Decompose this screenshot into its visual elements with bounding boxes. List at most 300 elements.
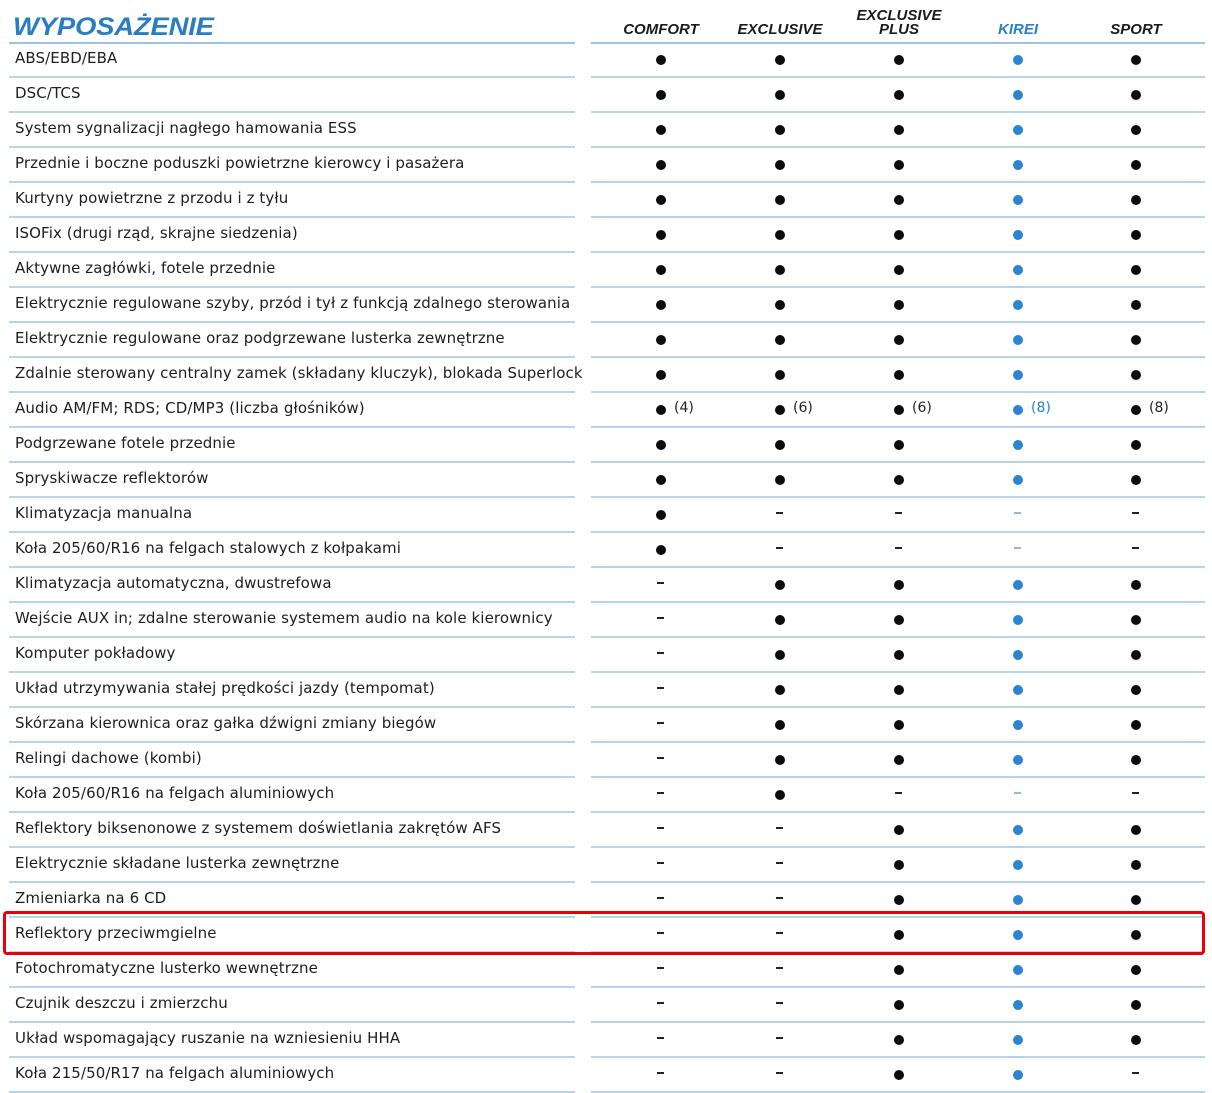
- included-dot-icon: [656, 90, 666, 100]
- included-dot-icon: [1013, 335, 1023, 345]
- table-row: [0, 78, 1212, 113]
- table-row: [0, 953, 1212, 988]
- cell: [725, 323, 835, 356]
- not-available-dash-icon: [657, 1037, 664, 1039]
- cell: [1081, 848, 1191, 881]
- cell: [606, 428, 716, 461]
- cell: [606, 463, 716, 496]
- cell: [844, 1058, 954, 1091]
- included-dot-icon: [1013, 405, 1023, 415]
- cell: [1081, 638, 1191, 671]
- included-dot-icon: [775, 650, 785, 660]
- table-row: [0, 1058, 1212, 1093]
- not-available-dash-icon: [657, 1002, 664, 1004]
- included-dot-icon: [775, 300, 785, 310]
- included-dot-icon: [1131, 860, 1141, 870]
- cell: [844, 218, 954, 251]
- cell: [1081, 743, 1191, 776]
- included-dot-icon: [894, 440, 904, 450]
- table-row: [0, 148, 1212, 183]
- cell: [844, 953, 954, 986]
- cell: [725, 463, 835, 496]
- cell: [1081, 953, 1191, 986]
- included-dot-icon: [1013, 895, 1023, 905]
- included-dot-icon: [1013, 160, 1023, 170]
- cell: [1081, 708, 1191, 741]
- row-label: Reflektory biksenonowe z systemem doświetlania zakrętów AFS: [15, 819, 502, 837]
- cell: [606, 253, 716, 286]
- not-available-dash-icon: [657, 792, 664, 794]
- cell: [606, 918, 716, 951]
- included-dot-icon: [775, 615, 785, 625]
- included-dot-icon: [775, 370, 785, 380]
- cell: [963, 918, 1073, 951]
- column-header: [1071, 23, 1201, 37]
- table-row: [0, 113, 1212, 148]
- included-dot-icon: [656, 510, 666, 520]
- row-label: ABS/EBD/EBA: [15, 49, 118, 67]
- cell: [1081, 813, 1191, 846]
- cell: [1081, 428, 1191, 461]
- included-dot-icon: [656, 265, 666, 275]
- row-label: Audio AM/FM; RDS; CD/MP3 (liczba głośników): [15, 399, 365, 417]
- cell: [844, 988, 954, 1021]
- included-dot-icon: [1131, 195, 1141, 205]
- included-dot-icon: [1131, 615, 1141, 625]
- included-dot-icon: [656, 370, 666, 380]
- not-available-dash-icon: [657, 617, 664, 619]
- cell: [725, 673, 835, 706]
- included-dot-icon: [775, 90, 785, 100]
- included-dot-icon: [894, 55, 904, 65]
- row-label: Reflektory przeciwmgielne: [15, 924, 217, 942]
- cell: [963, 1023, 1073, 1056]
- included-dot-icon: [894, 90, 904, 100]
- included-dot-icon: [775, 720, 785, 730]
- cell: [963, 568, 1073, 601]
- not-available-dash-icon: [657, 757, 664, 759]
- cell: [725, 218, 835, 251]
- not-available-dash-icon: [1014, 792, 1021, 794]
- cell: [844, 778, 954, 811]
- cell: [725, 428, 835, 461]
- cell: [1081, 1058, 1191, 1091]
- row-label: Elektrycznie regulowane szyby, przód i tył z funkcją zdalnego sterowania: [15, 294, 571, 312]
- cell: [606, 183, 716, 216]
- cell: [1081, 78, 1191, 111]
- cell: [1081, 603, 1191, 636]
- cell: [844, 533, 954, 566]
- cell: [606, 673, 716, 706]
- included-dot-icon: [1013, 300, 1023, 310]
- cell: [725, 708, 835, 741]
- column-header: [834, 9, 964, 37]
- included-dot-icon: [1013, 265, 1023, 275]
- table-row: [0, 673, 1212, 708]
- column-header-line: PLUS: [878, 21, 919, 38]
- included-dot-icon: [1013, 685, 1023, 695]
- cell: [963, 638, 1073, 671]
- not-available-dash-icon: [1014, 512, 1021, 514]
- cell: [725, 113, 835, 146]
- cell: [606, 953, 716, 986]
- included-dot-icon: [894, 825, 904, 835]
- included-dot-icon: [1013, 720, 1023, 730]
- included-dot-icon: [1131, 300, 1141, 310]
- row-label: Podgrzewane fotele przednie: [15, 434, 236, 452]
- cell: [844, 883, 954, 916]
- column-header-line: SPORT: [1110, 21, 1162, 38]
- table-row: [0, 988, 1212, 1023]
- included-dot-icon: [894, 300, 904, 310]
- cell: [606, 743, 716, 776]
- included-dot-icon: [894, 685, 904, 695]
- row-label: Fotochromatyczne lusterko wewnętrzne: [15, 959, 318, 977]
- row-label: Układ wspomagający ruszanie na wzniesieniu HHA: [15, 1029, 401, 1047]
- table-row: [0, 43, 1212, 78]
- column-header-line: EXCLUSIVE: [856, 7, 942, 24]
- speaker-count: (6): [793, 400, 813, 416]
- column-header-line: KIREI: [997, 21, 1038, 38]
- column-header: [715, 23, 845, 37]
- not-available-dash-icon: [776, 897, 783, 899]
- not-available-dash-icon: [776, 512, 783, 514]
- cell: [1081, 393, 1191, 426]
- row-label: Koła 215/50/R17 na felgach aluminiowych: [15, 1064, 335, 1082]
- included-dot-icon: [775, 685, 785, 695]
- not-available-dash-icon: [657, 827, 664, 829]
- speaker-count: (8): [1031, 400, 1051, 416]
- cell: [844, 813, 954, 846]
- cell: [606, 813, 716, 846]
- included-dot-icon: [894, 930, 904, 940]
- cell: [1081, 148, 1191, 181]
- cell: [606, 323, 716, 356]
- included-dot-icon: [775, 265, 785, 275]
- included-dot-icon: [1131, 160, 1141, 170]
- cell: [1081, 1023, 1191, 1056]
- cell: [606, 288, 716, 321]
- cell: [606, 638, 716, 671]
- included-dot-icon: [775, 440, 785, 450]
- included-dot-icon: [894, 265, 904, 275]
- cell: [1081, 183, 1191, 216]
- not-available-dash-icon: [776, 862, 783, 864]
- cell: [963, 358, 1073, 391]
- included-dot-icon: [1013, 90, 1023, 100]
- cell: [963, 708, 1073, 741]
- included-dot-icon: [775, 160, 785, 170]
- included-dot-icon: [656, 125, 666, 135]
- row-label: Kurtyny powietrzne z przodu i z tyłu: [15, 189, 289, 207]
- row-label: Klimatyzacja automatyczna, dwustrefowa: [15, 574, 332, 592]
- row-label: DSC/TCS: [15, 84, 81, 102]
- column-header-line: COMFORT: [623, 21, 699, 38]
- included-dot-icon: [1131, 930, 1141, 940]
- included-dot-icon: [1013, 230, 1023, 240]
- cell: [963, 393, 1073, 426]
- included-dot-icon: [775, 580, 785, 590]
- cell: [725, 358, 835, 391]
- cell: [1081, 288, 1191, 321]
- cell: [1081, 113, 1191, 146]
- row-label: Zdalnie sterowany centralny zamek (składany kluczyk), blokada Superlock: [15, 364, 583, 382]
- included-dot-icon: [1013, 195, 1023, 205]
- table-row: [0, 358, 1212, 393]
- cell: [725, 848, 835, 881]
- cell: [606, 218, 716, 251]
- included-dot-icon: [894, 860, 904, 870]
- included-dot-icon: [1131, 265, 1141, 275]
- included-dot-icon: [1131, 580, 1141, 590]
- speaker-count: (4): [674, 400, 694, 416]
- included-dot-icon: [1013, 615, 1023, 625]
- row-label: Czujnik deszczu i zmierzchu: [15, 994, 228, 1012]
- included-dot-icon: [1013, 370, 1023, 380]
- cell: [844, 288, 954, 321]
- included-dot-icon: [1131, 475, 1141, 485]
- included-dot-icon: [1013, 965, 1023, 975]
- included-dot-icon: [656, 440, 666, 450]
- table-row: [0, 778, 1212, 813]
- table-row: [0, 743, 1212, 778]
- included-dot-icon: [1013, 580, 1023, 590]
- cell: [606, 533, 716, 566]
- included-dot-icon: [894, 475, 904, 485]
- included-dot-icon: [656, 55, 666, 65]
- included-dot-icon: [1131, 755, 1141, 765]
- cell: [606, 778, 716, 811]
- cell: [725, 988, 835, 1021]
- cell: [1081, 463, 1191, 496]
- cell: [1081, 778, 1191, 811]
- table-row: [0, 183, 1212, 218]
- cell: [844, 568, 954, 601]
- included-dot-icon: [1013, 1035, 1023, 1045]
- cell: [606, 988, 716, 1021]
- cell: [844, 113, 954, 146]
- cell: [844, 638, 954, 671]
- included-dot-icon: [1131, 1035, 1141, 1045]
- cell: [606, 148, 716, 181]
- not-available-dash-icon: [776, 1002, 783, 1004]
- table-row: [0, 533, 1212, 568]
- row-label: Zmieniarka na 6 CD: [15, 889, 167, 907]
- cell: [1081, 43, 1191, 76]
- not-available-dash-icon: [657, 687, 664, 689]
- speaker-count: (8): [1149, 400, 1169, 416]
- table-row: [0, 288, 1212, 323]
- cell: [844, 498, 954, 531]
- table-row: [0, 638, 1212, 673]
- table-row: [0, 498, 1212, 533]
- included-dot-icon: [1131, 440, 1141, 450]
- included-dot-icon: [656, 335, 666, 345]
- included-dot-icon: [894, 650, 904, 660]
- row-label: Układ utrzymywania stałej prędkości jazdy (tempomat): [15, 679, 435, 697]
- included-dot-icon: [894, 160, 904, 170]
- cell: [963, 778, 1073, 811]
- included-dot-icon: [656, 160, 666, 170]
- cell: [1081, 673, 1191, 706]
- table-row: [0, 883, 1212, 918]
- included-dot-icon: [894, 1070, 904, 1080]
- cell: [963, 988, 1073, 1021]
- included-dot-icon: [1131, 965, 1141, 975]
- not-available-dash-icon: [895, 512, 902, 514]
- not-available-dash-icon: [657, 897, 664, 899]
- cell: [844, 708, 954, 741]
- cell: [1081, 533, 1191, 566]
- cell: [1081, 918, 1191, 951]
- cell: [963, 78, 1073, 111]
- cell: [844, 358, 954, 391]
- not-available-dash-icon: [657, 967, 664, 969]
- not-available-dash-icon: [657, 722, 664, 724]
- included-dot-icon: [894, 755, 904, 765]
- not-available-dash-icon: [895, 547, 902, 549]
- cell: [1081, 498, 1191, 531]
- cell: [844, 78, 954, 111]
- cell: [963, 498, 1073, 531]
- included-dot-icon: [1131, 335, 1141, 345]
- included-dot-icon: [656, 195, 666, 205]
- not-available-dash-icon: [1132, 512, 1139, 514]
- row-label: Elektrycznie składane lusterka zewnętrzne: [15, 854, 340, 872]
- table-row: [0, 463, 1212, 498]
- page-title: WYPOSAŻENIE: [13, 13, 214, 41]
- cell: [963, 603, 1073, 636]
- cell: [606, 43, 716, 76]
- not-available-dash-icon: [776, 932, 783, 934]
- included-dot-icon: [1131, 55, 1141, 65]
- cell: [725, 953, 835, 986]
- row-label: ISOFix (drugi rząd, skrajne siedzenia): [15, 224, 298, 242]
- row-label: Elektrycznie regulowane oraz podgrzewane lusterka zewnętrzne: [15, 329, 505, 347]
- not-available-dash-icon: [776, 967, 783, 969]
- cell: [1081, 253, 1191, 286]
- speaker-count: (6): [912, 400, 932, 416]
- cell: [1081, 568, 1191, 601]
- cell: [725, 393, 835, 426]
- included-dot-icon: [894, 230, 904, 240]
- table-row: [0, 393, 1212, 428]
- cell: [725, 918, 835, 951]
- included-dot-icon: [1013, 475, 1023, 485]
- cell: [844, 428, 954, 461]
- cell: [963, 813, 1073, 846]
- included-dot-icon: [656, 475, 666, 485]
- cell: [963, 148, 1073, 181]
- included-dot-icon: [656, 545, 666, 555]
- included-dot-icon: [775, 125, 785, 135]
- table-row: [0, 1023, 1212, 1058]
- included-dot-icon: [894, 580, 904, 590]
- cell: [725, 498, 835, 531]
- cell: [606, 883, 716, 916]
- cell: [844, 603, 954, 636]
- table-row: [0, 428, 1212, 463]
- row-label: Spryskiwacze reflektorów: [15, 469, 209, 487]
- cell: [725, 813, 835, 846]
- included-dot-icon: [1131, 825, 1141, 835]
- cell: [844, 148, 954, 181]
- cell: [963, 848, 1073, 881]
- included-dot-icon: [1131, 125, 1141, 135]
- included-dot-icon: [894, 335, 904, 345]
- not-available-dash-icon: [895, 792, 902, 794]
- cell: [963, 113, 1073, 146]
- cell: [606, 113, 716, 146]
- cell: [963, 288, 1073, 321]
- cell: [725, 743, 835, 776]
- included-dot-icon: [656, 300, 666, 310]
- row-label: Relingi dachowe (kombi): [15, 749, 202, 767]
- cell: [844, 253, 954, 286]
- row-label: Koła 205/60/R16 na felgach aluminiowych: [15, 784, 335, 802]
- cell: [1081, 988, 1191, 1021]
- cell: [725, 43, 835, 76]
- row-label: Wejście AUX in; zdalne sterowanie systemem audio na kole kierownicy: [15, 609, 553, 627]
- cell: [844, 848, 954, 881]
- cell: [606, 1023, 716, 1056]
- table-row: [0, 568, 1212, 603]
- not-available-dash-icon: [776, 1037, 783, 1039]
- included-dot-icon: [894, 370, 904, 380]
- included-dot-icon: [1013, 860, 1023, 870]
- included-dot-icon: [894, 615, 904, 625]
- not-available-dash-icon: [776, 827, 783, 829]
- cell: [963, 743, 1073, 776]
- row-label: Komputer pokładowy: [15, 644, 176, 662]
- included-dot-icon: [1013, 55, 1023, 65]
- cell: [963, 533, 1073, 566]
- included-dot-icon: [775, 755, 785, 765]
- not-available-dash-icon: [657, 582, 664, 584]
- included-dot-icon: [1013, 825, 1023, 835]
- included-dot-icon: [1131, 230, 1141, 240]
- cell: [963, 883, 1073, 916]
- cell: [963, 1058, 1073, 1091]
- included-dot-icon: [894, 720, 904, 730]
- included-dot-icon: [775, 475, 785, 485]
- cell: [606, 393, 716, 426]
- included-dot-icon: [1131, 90, 1141, 100]
- cell: [963, 463, 1073, 496]
- included-dot-icon: [775, 55, 785, 65]
- not-available-dash-icon: [1132, 792, 1139, 794]
- cell: [1081, 358, 1191, 391]
- not-available-dash-icon: [657, 932, 664, 934]
- row-label: Aktywne zagłówki, fotele przednie: [15, 259, 276, 277]
- cell: [963, 673, 1073, 706]
- cell: [844, 743, 954, 776]
- included-dot-icon: [1013, 1070, 1023, 1080]
- not-available-dash-icon: [776, 547, 783, 549]
- cell: [963, 323, 1073, 356]
- included-dot-icon: [1013, 440, 1023, 450]
- cell: [606, 1058, 716, 1091]
- cell: [725, 778, 835, 811]
- included-dot-icon: [894, 1000, 904, 1010]
- not-available-dash-icon: [1132, 547, 1139, 549]
- included-dot-icon: [1131, 405, 1141, 415]
- column-header: [596, 23, 726, 37]
- not-available-dash-icon: [1014, 547, 1021, 549]
- included-dot-icon: [894, 125, 904, 135]
- included-dot-icon: [894, 405, 904, 415]
- included-dot-icon: [894, 195, 904, 205]
